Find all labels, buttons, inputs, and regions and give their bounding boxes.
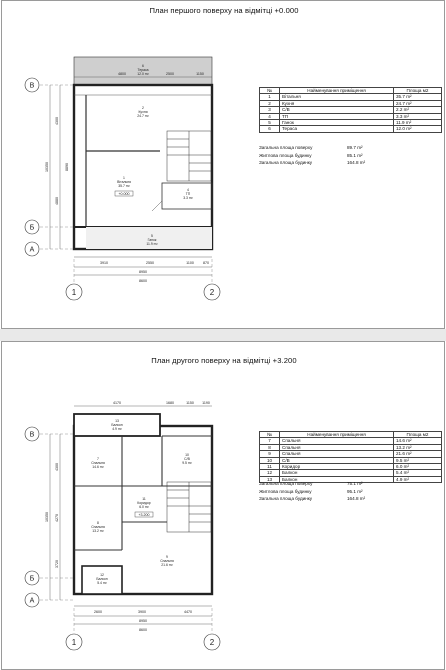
svg-text:Б: Б: [29, 224, 35, 232]
svg-text:2: 2: [142, 106, 144, 110]
column-header-name: Найменування приміщення: [280, 432, 394, 438]
svg-text:2: 2: [209, 288, 215, 297]
summary-row-total-area: [259, 495, 365, 503]
dim-bottom-3: 4470: [184, 610, 192, 614]
room-area: 11.9 m²: [394, 120, 442, 126]
room-area: 24.7 m²: [394, 100, 442, 106]
axis-bubble-left: [66, 284, 82, 300]
second-floor-plan-drawing: [2, 342, 446, 670]
svg-text:+3.200: +3.200: [138, 513, 150, 517]
svg-text:Тераса: Тераса: [137, 68, 149, 72]
summary-value: 164.8 m²: [347, 496, 366, 502]
room-area: 21.6 m²: [394, 451, 442, 457]
sheet-title: План другого поверху на відмітці +3.200: [151, 356, 297, 365]
summary-label: Загальна площа поверху: [259, 481, 313, 486]
summary-value: 164.8 m²: [347, 160, 366, 166]
svg-text:21.6 m²: 21.6 m²: [161, 563, 173, 567]
dim-top-3: 1150: [186, 401, 194, 405]
first-floor-plan-drawing: [2, 1, 446, 330]
room-label-bedroom-8: [91, 521, 105, 533]
room-area: 35.7 m²: [394, 94, 442, 100]
staircase: [167, 131, 211, 181]
dim-top-2: 2500: [166, 72, 174, 76]
room-name: Вітальня: [280, 94, 394, 100]
summary-value: 85.1 m²: [347, 152, 363, 158]
room-number: 4: [260, 113, 280, 119]
area-summary: [259, 480, 365, 503]
axis-bubble-middle: [25, 220, 39, 234]
room-name: Спальня: [280, 451, 394, 457]
svg-text:5: 5: [151, 234, 153, 238]
room-number: 11: [260, 464, 280, 470]
room-area: 3.3 m²: [394, 113, 442, 119]
room-name: Кухня: [280, 100, 394, 106]
dim-side-4: 4880: [55, 197, 59, 205]
column-header-number: №: [260, 432, 280, 438]
svg-text:12.0 m²: 12.0 m²: [137, 72, 149, 76]
svg-text:14.6 m²: 14.6 m²: [92, 465, 104, 469]
svg-text:Балкон: Балкон: [96, 577, 108, 581]
column-header-area: Площа м2: [394, 88, 442, 94]
dim-bottom-2: 2550: [146, 261, 154, 265]
summary-label: Житлова площа будинку: [259, 152, 312, 158]
axis-bubble-bottom: [25, 242, 39, 256]
svg-text:А: А: [29, 597, 35, 605]
room-label-bathroom-10: [182, 453, 192, 465]
room-schedule-table: [259, 87, 442, 133]
dim-bottom-2: 3900: [138, 610, 146, 614]
room-area: 13.2 m²: [394, 444, 442, 450]
dim-side-3: 8890: [65, 163, 69, 171]
room-name: Балкон: [280, 470, 394, 476]
dim-total-1: 8950: [139, 619, 147, 623]
room-number: 10: [260, 457, 280, 463]
dim-total-2: 8600: [139, 279, 147, 283]
dim-side-2: 4300: [55, 463, 59, 471]
room-name: Коридор: [280, 464, 394, 470]
room-area: 12.0 m²: [394, 126, 442, 132]
room-name: Спальня: [280, 438, 394, 444]
svg-text:6: 6: [142, 64, 144, 68]
summary-label: Загальна площа будинку: [259, 160, 313, 166]
room-number: 6: [260, 126, 280, 132]
column-header-number: №: [260, 88, 280, 94]
svg-text:6.0 m²: 6.0 m²: [139, 505, 149, 509]
room-area: 4.9 m²: [394, 476, 442, 482]
dim-side-1: 10350: [45, 162, 49, 172]
room-schedule-table: [259, 431, 442, 483]
summary-row-floor-area: [259, 480, 365, 488]
dim-top-4: 1190: [202, 401, 210, 405]
summary-row-living-area: [259, 488, 365, 496]
dim-bottom-4: 870: [203, 261, 209, 265]
summary-value: 95.1 m²: [347, 488, 363, 494]
sheet-title: План першого поверху на відмітці +0.000: [149, 6, 299, 15]
dim-total-1: 8950: [139, 270, 147, 274]
room-label-living: [117, 176, 131, 188]
svg-text:9.5 m²: 9.5 m²: [182, 461, 192, 465]
dim-side-3: 4270: [55, 514, 59, 522]
room-label-bedroom-9: [160, 555, 174, 567]
svg-text:13: 13: [115, 419, 119, 423]
svg-text:А: А: [29, 246, 35, 254]
svg-text:4: 4: [187, 188, 189, 192]
room-name: Ганок: [280, 120, 394, 126]
svg-text:Ганок: Ганок: [147, 238, 157, 242]
room-name: С/В: [280, 107, 394, 113]
dim-top-1: 4800: [118, 72, 126, 76]
room-area: 5.4 m²: [394, 470, 442, 476]
svg-text:1: 1: [123, 176, 125, 180]
svg-text:5.4 m²: 5.4 m²: [97, 581, 107, 585]
summary-row-total-area: [259, 159, 365, 167]
svg-text:В: В: [29, 82, 35, 90]
axis-bubble-top: [25, 427, 39, 441]
svg-text:ТП: ТП: [185, 192, 191, 196]
room-number: 8: [260, 444, 280, 450]
axis-bubble-bottom: [25, 593, 39, 607]
svg-text:Б: Б: [29, 575, 35, 583]
svg-text:7: 7: [97, 457, 99, 461]
summary-label: Загальна площа будинку: [259, 496, 313, 502]
room-label-tp: [183, 188, 193, 200]
room-number: 3: [260, 107, 280, 113]
axis-bubble-middle: [25, 571, 39, 585]
summary-label: Житлова площа будинку: [259, 488, 312, 494]
level-mark: [115, 191, 133, 196]
svg-text:1: 1: [71, 288, 77, 297]
axis-bubble-left: [66, 634, 82, 650]
svg-text:3.3 m²: 3.3 m²: [183, 196, 193, 200]
area-summary: [259, 144, 365, 167]
svg-text:8: 8: [97, 521, 99, 525]
svg-text:9: 9: [166, 555, 168, 559]
room-name: Балкон: [280, 476, 394, 482]
summary-value: 89.7 m²: [347, 145, 363, 150]
axis-bubble-right: [204, 634, 220, 650]
dim-side-1: 10350: [45, 512, 49, 522]
dim-side-2: 4300: [55, 117, 59, 125]
svg-text:12: 12: [100, 573, 104, 577]
svg-text:Вітальня: Вітальня: [117, 180, 131, 184]
table-row: [260, 126, 442, 132]
room-number: 5: [260, 120, 280, 126]
svg-text:Спальня: Спальня: [160, 559, 174, 563]
room-name: Тераса: [280, 126, 394, 132]
staircase: [167, 482, 211, 532]
svg-text:11.9 m²: 11.9 m²: [146, 242, 158, 246]
room-name: ТП: [280, 113, 394, 119]
svg-text:2: 2: [209, 638, 215, 647]
svg-text:10: 10: [185, 453, 189, 457]
room-area: 9.5 m²: [394, 457, 442, 463]
axis-bubble-top: [25, 78, 39, 92]
dim-side-4: 3720: [55, 560, 59, 568]
svg-text:11: 11: [142, 497, 146, 501]
column-header-name: Найменування приміщення: [280, 88, 394, 94]
room-label-corridor-11: [137, 497, 151, 509]
room-name: С/В: [280, 457, 394, 463]
dim-bottom-1: 2600: [94, 610, 102, 614]
room-label-bedroom-7: [91, 457, 105, 469]
summary-label: Загальна площа поверху: [259, 145, 313, 150]
summary-row-living-area: [259, 152, 365, 160]
dim-bottom-1: 3910: [100, 261, 108, 265]
dim-top-2: 1680: [166, 401, 174, 405]
door-swing: [152, 201, 162, 211]
dim-total-2: 8600: [139, 628, 147, 632]
svg-text:13.2 m²: 13.2 m²: [92, 529, 104, 533]
room-area: 2.2 m²: [394, 107, 442, 113]
dim-top-1: 4170: [113, 401, 121, 405]
room-name: Спальня: [280, 444, 394, 450]
level-mark: [135, 512, 153, 517]
room-number: 13: [260, 476, 280, 482]
svg-text:35.7 m²: 35.7 m²: [118, 184, 130, 188]
room-label-kitchen: [137, 106, 149, 118]
axis-bubble-right: [204, 284, 220, 300]
svg-text:В: В: [29, 431, 35, 439]
room-number: 2: [260, 100, 280, 106]
svg-text:Коридор: Коридор: [137, 501, 151, 505]
room-area: 6.0 m²: [394, 464, 442, 470]
svg-text:С/В: С/В: [184, 457, 190, 461]
svg-text:4.9 m²: 4.9 m²: [112, 427, 122, 431]
dim-bottom-3: 1100: [186, 261, 194, 265]
svg-text:+0.000: +0.000: [118, 192, 130, 196]
room-area: 14.6 m²: [394, 438, 442, 444]
svg-text:Спальня: Спальня: [91, 525, 105, 529]
sheet-separator: [0, 329, 446, 341]
summary-row-floor-area: [259, 144, 365, 152]
column-header-area: Площа м2: [394, 432, 442, 438]
room-number: 1: [260, 94, 280, 100]
floor-plan-sheet-1: [1, 0, 445, 329]
room-number: 12: [260, 470, 280, 476]
dim-top-3: 1150: [196, 72, 204, 76]
summary-value: 75.1 m²: [347, 481, 363, 486]
svg-text:24.7 m²: 24.7 m²: [137, 114, 149, 118]
svg-text:Спальня: Спальня: [91, 461, 105, 465]
svg-text:Кухня: Кухня: [138, 110, 148, 114]
svg-text:Балкон: Балкон: [111, 423, 123, 427]
svg-text:1: 1: [71, 638, 77, 647]
room-number: 9: [260, 451, 280, 457]
room-number: 7: [260, 438, 280, 444]
floor-plan-sheet-2: [1, 341, 445, 670]
